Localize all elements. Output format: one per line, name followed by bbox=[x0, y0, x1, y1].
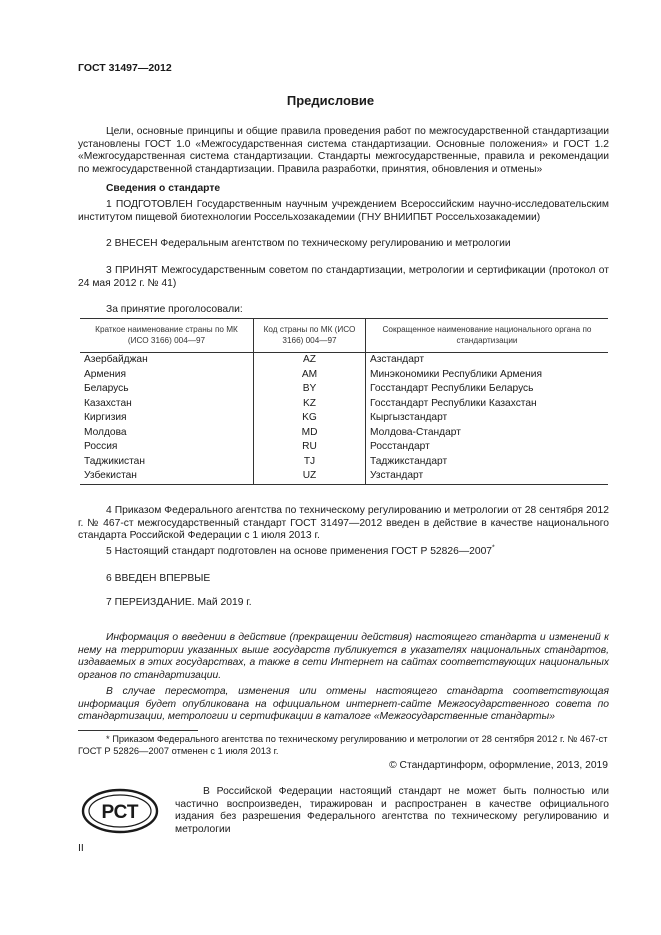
item-5-text: 5 Настоящий стандарт подготовлен на основе применения ГОСТ Р 52826—2007 bbox=[106, 546, 493, 557]
rst-mark-icon bbox=[80, 787, 160, 835]
code-cell: RU bbox=[254, 440, 366, 455]
item-2: 2 ВНЕСЕН Федеральным агентством по техническому регулированию и метрологии bbox=[106, 238, 511, 249]
agency-cell: Росстандарт bbox=[366, 440, 609, 455]
table-row bbox=[80, 455, 608, 470]
notice-paragraph-2: В случае пересмотра, изменения или отмены настоящего стандарта соответствующая информация будет опубликована на официальном интернет-сайте Межгосударственного совета по стандартизации, метрологии и сертификации в каталоге «Межгосударственные стандарты» bbox=[78, 686, 609, 723]
country-cell: Азербайджан bbox=[84, 354, 148, 366]
agency-cell: Молдова-Стандарт bbox=[366, 426, 609, 441]
country-cell: Таджикистан bbox=[84, 455, 145, 467]
country-cell: Казахстан bbox=[84, 397, 132, 409]
table-row bbox=[80, 397, 608, 412]
agency-cell: Госстандарт Республики Казахстан bbox=[366, 397, 609, 412]
country-cell: Россия bbox=[84, 441, 118, 453]
footnote-marker: * bbox=[492, 544, 495, 552]
agency-cell: Узстандарт bbox=[366, 469, 609, 484]
code-cell: UZ bbox=[254, 469, 366, 484]
item-3: 3 ПРИНЯТ Межгосударственным советом по стандартизации, метрологии и сертификации (протокол от 24 мая 2012 г. № 41) bbox=[78, 265, 609, 289]
agency-cell: Госстандарт Республики Беларусь bbox=[366, 382, 609, 397]
table-row bbox=[80, 426, 608, 441]
table-header-row bbox=[80, 319, 608, 353]
page-title: Предисловие bbox=[286, 93, 375, 108]
agency-cell: Таджикстандарт bbox=[366, 455, 609, 470]
item-6: 6 ВВЕДЕН ВПЕРВЫЕ bbox=[106, 573, 211, 584]
item-1: 1 ПОДГОТОВЛЕН Государственным научным учреждением Всероссийским научно-исследовательским институтом пищевой биотехнологии Россельхозакадемии (ГНУ ВНИИПБТ Россельхозакадемии) bbox=[78, 199, 609, 223]
copyright: © Стандартинформ, оформление, 2013, 2019 bbox=[389, 760, 608, 771]
table-row bbox=[80, 469, 608, 484]
column-header-agency: Сокращенное наименование национального органа по стандартизации bbox=[366, 319, 609, 353]
rights-notice: В Российской Федерации настоящий стандарт не может быть полностью или частично воспроизведен, тиражирован и распространен в качестве официального издания без разрешения Федерального агентства по техническому регулированию и метрологии bbox=[175, 786, 609, 835]
logo-text: РСТ bbox=[101, 802, 139, 823]
code-cell: AZ bbox=[254, 353, 366, 368]
code-cell: TJ bbox=[254, 455, 366, 470]
column-header-code: Код страны по МК (ИСО 3166) 004—97 bbox=[254, 319, 366, 353]
intro-paragraph: Цели, основные принципы и общие правила проведения работ по межгосударственной стандартизации установлены ГОСТ 1.0 «Межгосударственная система стандартизации. Основные положения» и ГОСТ 1.2 «Межгосударственная система стандартизации. Стандарты межгосударственные, правила и рекомендации по межгосударственной стандартизации. Правила разработки, принятия, обновления и отмены» bbox=[78, 126, 609, 175]
section-heading: Сведения о стандарте bbox=[106, 183, 221, 194]
code-cell: KZ bbox=[254, 397, 366, 412]
table-row bbox=[80, 382, 608, 397]
code-cell: BY bbox=[254, 382, 366, 397]
country-cell: Молдова bbox=[84, 426, 127, 438]
agency-cell: Азстандарт bbox=[366, 353, 609, 368]
column-header-country: Краткое наименование страны по МК (ИСО 3166) 004—97 bbox=[80, 319, 254, 353]
code-cell: KG bbox=[254, 411, 366, 426]
table-row bbox=[80, 353, 608, 368]
table-row bbox=[80, 368, 608, 383]
vote-label: За принятие проголосовали: bbox=[106, 304, 243, 315]
agency-cell: Кыргызстандарт bbox=[366, 411, 609, 426]
item-5 bbox=[106, 546, 495, 559]
country-cell: Киргизия bbox=[84, 412, 127, 424]
table-row bbox=[80, 411, 608, 426]
code-cell: AM bbox=[254, 368, 366, 383]
item-7: 7 ПЕРЕИЗДАНИЕ. Май 2019 г. bbox=[106, 597, 252, 608]
document-code: ГОСТ 31497—2012 bbox=[78, 62, 172, 74]
footnote: * Приказом Федерального агентства по техническому регулированию и метрологии от 28 сентября 2012 г. № 467-ст ГОСТ Р 52826—2007 отменен с 1 июля 2013 г. bbox=[78, 734, 608, 757]
country-cell: Узбекистан bbox=[80, 469, 254, 484]
country-cell: Армения bbox=[84, 368, 126, 380]
table-row bbox=[80, 440, 608, 455]
code-cell: MD bbox=[254, 426, 366, 441]
agency-cell: Минэкономики Республики Армения bbox=[366, 368, 609, 383]
vote-table bbox=[80, 318, 608, 485]
page-number: II bbox=[78, 842, 84, 854]
country-cell: Беларусь bbox=[84, 383, 129, 395]
footnote-divider bbox=[78, 730, 198, 731]
item-4: 4 Приказом Федерального агентства по техническому регулированию и метрологии от 28 сентября 2012 г. № 467-ст межгосударственный стандарт ГОСТ 31497—2012 введен в действие в качестве национального стандарта Российской Федерации с 1 июля 2013 г. bbox=[78, 505, 609, 542]
notice-paragraph-1: Информация о введении в действие (прекращении действия) настоящего стандарта и изменений к нему на территории указанных выше государств публикуется в указателях национальных стандартов, издаваемых в этих государствах, а также в сети Интернет на сайтах соответствующих национальных органов по стандартизации. bbox=[78, 632, 609, 681]
